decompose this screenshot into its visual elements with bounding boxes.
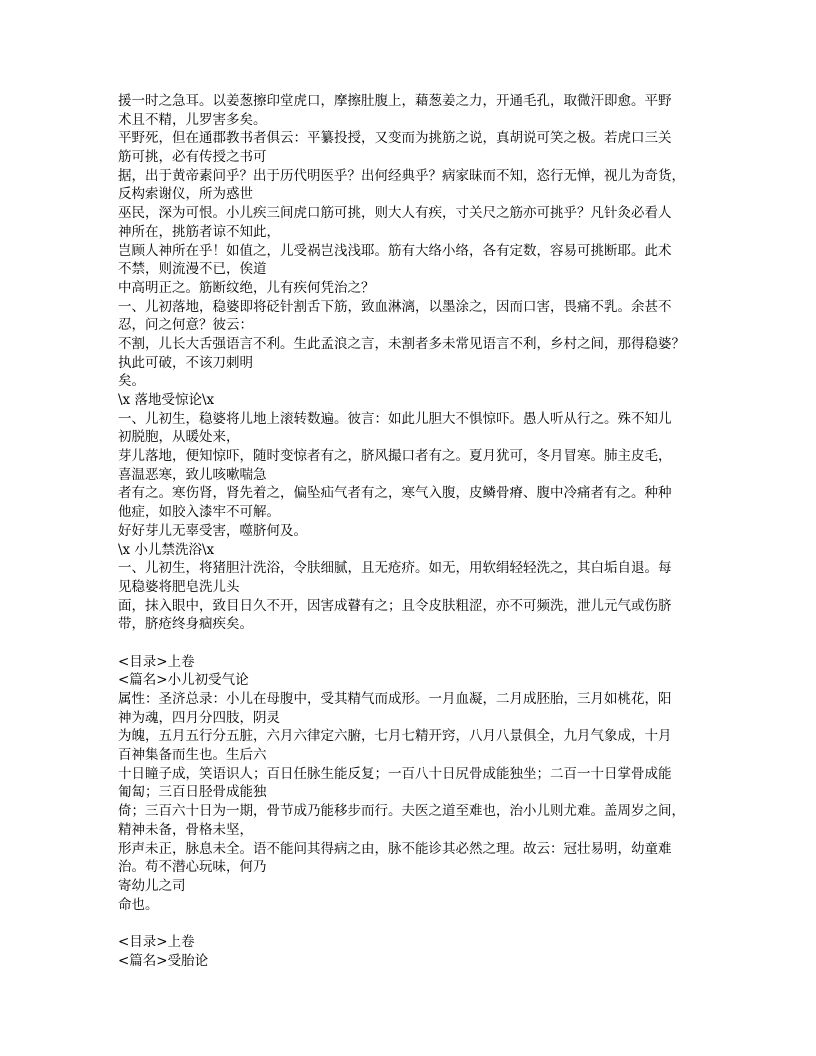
text-line: 不禁，则流漫不已，俟道 bbox=[118, 261, 267, 278]
text-line: 执此可破，不该刀刺明 bbox=[118, 354, 253, 371]
text-line: 好好芽儿无辜受害，噬脐何及。 bbox=[118, 522, 307, 539]
text-line: 治。苟不潜心玩味，何乃 bbox=[118, 859, 267, 876]
text-line: 一、儿初生，将猪胆汁洗浴，令肤细腻，且无疮疥。如无，用软绢轻轻洗之，其白垢自退。每 bbox=[118, 560, 672, 577]
catalog-label: <目录>上卷 bbox=[118, 653, 195, 670]
text-line: 芽儿落地，便知惊吓，随时变惊者有之，脐风撮口者有之。夏月犹可，冬月冒寒。肺主皮毛， bbox=[118, 448, 672, 465]
text-line: 喜温恶寒，致儿咳嗽喘急 bbox=[118, 466, 267, 483]
text-line: 百神集备而生也。生后六 bbox=[118, 747, 267, 764]
text-line: 筋可挑，必有传授之书可 bbox=[118, 149, 267, 166]
text-line: 中高明正之。筋断纹绝，儿有疾何凭治之？ bbox=[118, 279, 375, 296]
document-page bbox=[118, 92, 703, 970]
text-line: 反构索谢仪，所为惑世 bbox=[118, 186, 253, 203]
chapter-title: <篇名>受胎论 bbox=[118, 952, 209, 969]
text-line: 岂顾人神所在乎！如值之，儿受祸岂浅浅耶。筋有大络小络，各有定数，容易可挑断耶。此术 bbox=[118, 242, 672, 259]
text-line: 为魄，五月五行分五脏，六月六律定六腑，七月七精开窍，八月八景俱全，九月气象成，十月 bbox=[118, 728, 672, 745]
text-line: 忍，问之何意？彼云： bbox=[118, 317, 253, 334]
text-line: 据，出于黄帝素问乎？出于历代明医乎？出何经典乎？病家昧而不知，恣行无惮，视儿为奇货， bbox=[118, 167, 685, 184]
text-line: 形声未正，脉息未全。语不能问其得病之由，脉不能诊其必然之理。故云：冠壮易明，幼童难 bbox=[118, 840, 672, 857]
text-line: 面，抹入眼中，致目日久不开，因害成瞽有之；且令皮肤粗涩，亦不可频洗，泄儿元气或伤脐 bbox=[118, 597, 672, 614]
text-line: 见稳婆将肥皂洗儿头 bbox=[118, 578, 240, 595]
section-heading: \x 小儿禁洗浴\x bbox=[118, 541, 215, 558]
text-line: 神所在，挑筋者谅不知此， bbox=[118, 223, 280, 240]
text-line: 精神未备，骨格未坚， bbox=[118, 821, 253, 838]
text-line: 一、儿初生，稳婆将儿地上滚转数遍。彼言：如此儿胆大不惧惊吓。愚人听从行之。殊不知儿 bbox=[118, 410, 672, 427]
catalog-label: <目录>上卷 bbox=[118, 933, 195, 950]
text-line: 他症，如胶入漆牢不可解。 bbox=[118, 504, 280, 521]
text-line: 巫民，深为可恨。小儿疾三间虎口筋可挑，则大人有疾，寸关尺之筋亦可挑乎？凡针灸必看人 bbox=[118, 205, 672, 222]
text-line: 神为魂，四月分四肢，阴灵 bbox=[118, 709, 280, 726]
section-heading: \x 落地受惊论\x bbox=[118, 392, 215, 408]
text-line: 寄幼儿之司 bbox=[118, 877, 186, 894]
text-line: 一、儿初落地，稳婆即将砭针割舌下筋，致血淋漓，以墨涂之，因而口害，畏痛不乳。余甚不 bbox=[118, 298, 672, 315]
text-line: 援一时之急耳。以姜葱擦印堂虎口，摩擦肚腹上，藉葱姜之力，开通毛孔，取微汗即愈。平野 bbox=[118, 93, 672, 109]
blank-line bbox=[118, 634, 703, 653]
text-line: 初脱胞，从暖处来， bbox=[118, 429, 240, 446]
text-line: 命也。 bbox=[118, 896, 159, 913]
text-line: 带，脐疮终身痼疾矣。 bbox=[118, 616, 253, 633]
text-line: 匍匐；三百日胫骨成能独 bbox=[118, 784, 267, 801]
text-line: 属性：圣济总录：小儿在母腹中，受其精气而成形。一月血凝，二月成胚胎，三月如桃花，阳 bbox=[118, 691, 672, 707]
text-line: 十日瞳子成，笑语识人；百日任脉生能反复；一百八十日尻骨成能独坐；二百一十日掌骨成能 bbox=[118, 765, 672, 782]
text-line: 矣。 bbox=[118, 373, 145, 390]
text-line: 术且不精，儿罗害多矣。 bbox=[118, 111, 267, 128]
blank-line bbox=[118, 914, 703, 933]
text-line: 平野死，但在通郡教书者俱云：平纂投授，又变而为挑筋之说，真胡说可笑之极。若虎口三关 bbox=[118, 130, 672, 147]
text-line: 不割，儿长大舌强语言不利。生此孟浪之言，未割者多未常见语言不利，乡村之间，那得稳婆？ bbox=[118, 335, 685, 352]
text-line: 倚；三百六十日为一期，骨节成乃能移步而行。夫医之道至难也，治小儿则尤难。盖周岁之间， bbox=[118, 803, 685, 820]
text-line: 者有之。寒伤肾，肾先着之，偏坠疝气者有之，寒气入腹，皮鳞骨瘠、腹中冷痛者有之。种种 bbox=[118, 485, 672, 502]
chapter-title: <篇名>小儿初受气论 bbox=[118, 672, 249, 689]
